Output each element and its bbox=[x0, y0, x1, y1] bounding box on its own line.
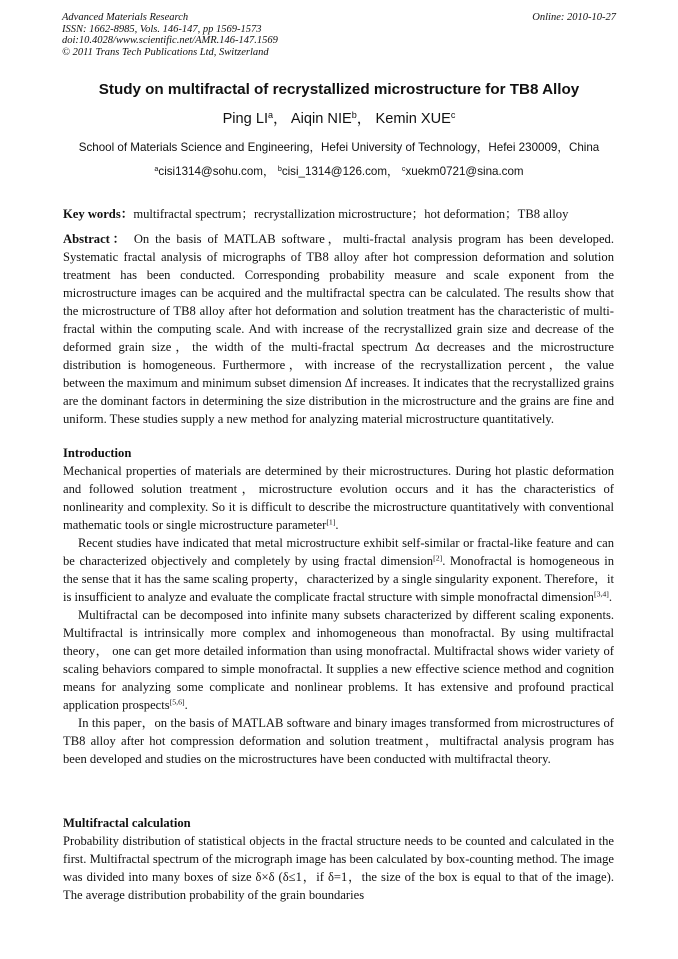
email-sup: c bbox=[401, 164, 406, 174]
journal-header bbox=[62, 12, 278, 58]
keywords bbox=[63, 205, 614, 223]
email-link[interactable]: xuekm0721@sina.com bbox=[405, 165, 524, 178]
copyright-line: © 2011 Trans Tech Publications Ltd, Switzerland bbox=[62, 46, 269, 58]
paragraph: In this paper，on the basis of MATLAB software and binary images transformed from microstructures of TB8 alloy after hot compression deformation and solution treatment，multifractal analysis program has been developed and studies on the microstructures have been conducted with multifractal theory. bbox=[63, 716, 614, 766]
author-sup: a bbox=[268, 110, 274, 121]
author-list bbox=[0, 107, 678, 128]
email-link[interactable]: cisi_1314@126.com bbox=[281, 165, 388, 178]
paragraph-text: Multifractal can be decomposed into infinite many subsets characterized by different scaling exponents. Multifractal is intrinsically more complex and inhomogeneous than monofractal. By using multifractal theory， one can get more detailed information than using monofractal. Multifractal shows wider variety of scaling behaviors compared to simple monofractal. It supplies a new effective science method and cognition means for analyzing some complicate and nonlinear problems. It has extensive and profound practical application prospects bbox=[63, 608, 614, 712]
citation: [1] bbox=[326, 517, 336, 527]
email-sup: b bbox=[277, 164, 282, 174]
author-separator: ， bbox=[262, 165, 275, 178]
introduction-heading: Introduction bbox=[63, 446, 132, 460]
author-sup: c bbox=[450, 110, 456, 121]
paragraph bbox=[63, 534, 614, 606]
introduction-body bbox=[63, 462, 614, 768]
email-link[interactable]: cisi1314@sohu.com bbox=[158, 165, 263, 178]
citation: [3,4] bbox=[593, 589, 609, 599]
paragraph: Probability distribution of statistical objects in the fractal structure needs to be counted and calculated in the first. Multifractal spectrum of the micrograph image has been calculated by box-counting method. The image was divided into many boxes of size δ×δ (δ≤1，if δ=1，the size of the box is equal to that of the image). The average distribution probability of the grain boundaries bbox=[63, 834, 614, 902]
citation: [5,6] bbox=[169, 697, 185, 707]
paragraph-end: . bbox=[335, 518, 339, 532]
paragraph-text: Mechanical properties of materials are determined by their microstructures. During hot plastic deformation and followed solution treatment，microstructure evolution occurs and it has the characteristics of nonlinearity and complexity. So it is difficult to describe the microstructure quantitatively with conventional mathematic tools or single microstructure parameter bbox=[63, 464, 614, 532]
author-separator: ， bbox=[273, 111, 288, 127]
abstract-label: Abstract： bbox=[63, 232, 128, 246]
abstract bbox=[63, 230, 614, 428]
doi-line: doi:10.4028/www.scientific.net/AMR.146-147.1569 bbox=[62, 35, 278, 46]
journal-name: Advanced Materials Research bbox=[62, 12, 189, 23]
issn-line: ISSN: 1662-8985, Vols. 146-147, pp 1569-1573 bbox=[62, 23, 262, 35]
paragraph-end: . bbox=[184, 698, 188, 712]
author-separator: ， bbox=[356, 111, 372, 127]
author-separator: ， bbox=[387, 165, 399, 178]
author-sup: b bbox=[351, 110, 357, 121]
paper-title: Study on multifractal of recrystallized microstructure for TB8 Alloy bbox=[98, 81, 580, 98]
keywords-text: multifractal spectrum；recrystallization microstructure；hot deformation；TB8 alloy bbox=[133, 207, 569, 221]
multifractal-heading: Multifractal calculation bbox=[63, 816, 191, 830]
email-sup: a bbox=[154, 164, 159, 174]
paragraph-text: . Monofractal is homogeneous in the sense that it has the same scaling property，characterized by a single singularity exponent. Therefore，it is insufficient to analyze and evaluate the complicate fractal structure with simple monofractal dimension bbox=[63, 554, 615, 604]
email-list bbox=[0, 163, 678, 179]
keywords-label: Key words： bbox=[63, 207, 134, 221]
author-name: Ping LI bbox=[222, 111, 268, 127]
abstract-text: On the basis of MATLAB software，multi-fractal analysis program has been developed. Systematic fractal analysis of micrographs of TB8 alloy after hot compression deformation and solution treatment has been conducted. Corresponding probability measure and scale exponent from the microstructure images can be acquired and the multifractal spectra can be calculated. The results show that the microstructure of TB8 alloy after hot deformation and solution treatment has the characteristic of multi-fractal within the computing scale. And with increase of the recrystallized grain size and decrease of the deformed grain size，the width of the multi-fractal spectrum Δα decreases and the microstructure distribution is homogeneous. Furthermore，with increase of the recrystallization percent，the value between the maximum and minimum subset dimension Δf increases. It indicates that the recrystallized grains are the dominant factors in determining the size distribution in the microstructure and the grains are fine and uniform. These studies supply a new method for analyzing material microstructure quantitatively. bbox=[63, 232, 614, 426]
paragraph-end: . bbox=[608, 590, 613, 604]
online-date: Online: 2010-10-27 bbox=[532, 12, 616, 23]
affiliation: School of Materials Science and Engineering，Hefei University of Technology，Hefei 230009，China bbox=[78, 141, 600, 154]
author-name: Kemin XUE bbox=[375, 111, 451, 127]
paragraph bbox=[63, 606, 614, 714]
citation: [2] bbox=[433, 553, 443, 563]
multifractal-body bbox=[63, 832, 614, 904]
paragraph-text: Recent studies have indicated that metal microstructure exhibit self-similar or fractal-like feature and can be characterized objectively and completely by using fractal dimension bbox=[63, 536, 614, 568]
author-name: Aiqin NIE bbox=[290, 111, 352, 127]
paragraph bbox=[63, 462, 614, 534]
